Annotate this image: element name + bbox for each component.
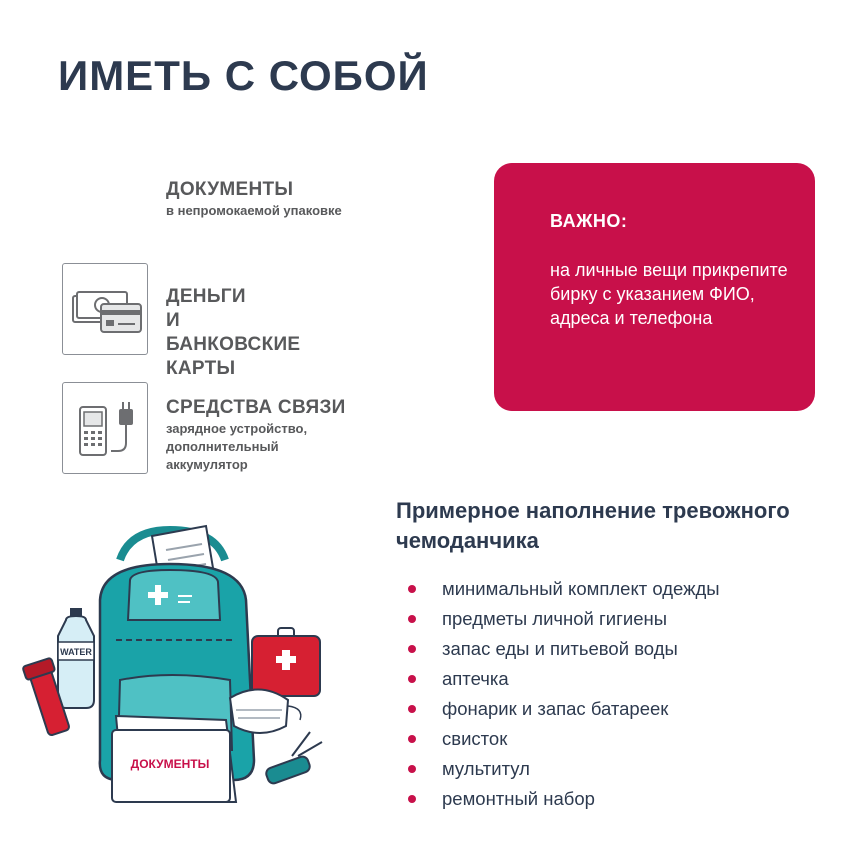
list-item-label: предметы личной гигиены bbox=[442, 608, 667, 629]
list-item-label: минимальный комплект одежды bbox=[442, 578, 720, 599]
emergency-kit-illustration bbox=[20, 520, 360, 825]
list-item-label: аптечка bbox=[442, 668, 509, 689]
list-item-label: мультитул bbox=[442, 758, 530, 779]
water-bottle-icon bbox=[58, 608, 94, 708]
bullet-icon bbox=[408, 705, 416, 713]
list-item-label: фонарик и запас батареек bbox=[442, 698, 669, 719]
important-title: ВАЖНО: bbox=[550, 211, 628, 231]
bullet-icon bbox=[408, 645, 416, 653]
important-box bbox=[494, 163, 815, 411]
item-money-heading bbox=[166, 285, 300, 381]
phone-charger-icon bbox=[62, 382, 148, 474]
list-item-label: запас еды и питьевой воды bbox=[442, 638, 678, 659]
bullet-icon bbox=[408, 765, 416, 773]
item-money-heading-line: ДЕНЬГИ И БАНКОВСКИЕ КАРТЫ bbox=[166, 286, 301, 379]
item-communication-heading: СРЕДСТВА СВЯЗИ bbox=[166, 397, 346, 418]
list-item bbox=[408, 755, 720, 785]
list-item bbox=[408, 635, 720, 665]
bullet-icon bbox=[408, 615, 416, 623]
important-text: на личные вещи прикрепите бирку с указанием ФИО, адреса и телефона bbox=[550, 260, 788, 328]
list-item bbox=[408, 605, 720, 635]
bullet-icon bbox=[408, 795, 416, 803]
item-communication-sub: зарядное устройство, дополнительный аккумулятор bbox=[166, 421, 308, 472]
list-item bbox=[408, 695, 720, 725]
documents-label: ДОКУМЕНТЫ bbox=[130, 757, 210, 771]
list-item-label: ремонтный набор bbox=[442, 788, 595, 809]
multitool-icon bbox=[265, 732, 322, 785]
list-item-label: свисток bbox=[442, 728, 508, 749]
item-documents-sub: в непромокаемой упаковке bbox=[166, 203, 342, 218]
documents-folder-icon bbox=[112, 716, 236, 802]
bullet-icon bbox=[408, 675, 416, 683]
money-cards-icon bbox=[62, 263, 148, 355]
list-item bbox=[408, 725, 720, 755]
kit-list bbox=[408, 575, 720, 815]
list-title: Примерное наполнение тревожного чемоданчика bbox=[396, 498, 790, 553]
page-title: ИМЕТЬ С СОБОЙ bbox=[58, 52, 429, 99]
bullet-icon bbox=[408, 585, 416, 593]
water-label: WATER bbox=[60, 647, 92, 657]
list-item bbox=[408, 575, 720, 605]
bullet-icon bbox=[408, 735, 416, 743]
list-item bbox=[408, 665, 720, 695]
list-item bbox=[408, 785, 720, 815]
item-documents-heading: ДОКУМЕНТЫ bbox=[166, 179, 294, 200]
first-aid-kit-icon bbox=[252, 628, 320, 696]
